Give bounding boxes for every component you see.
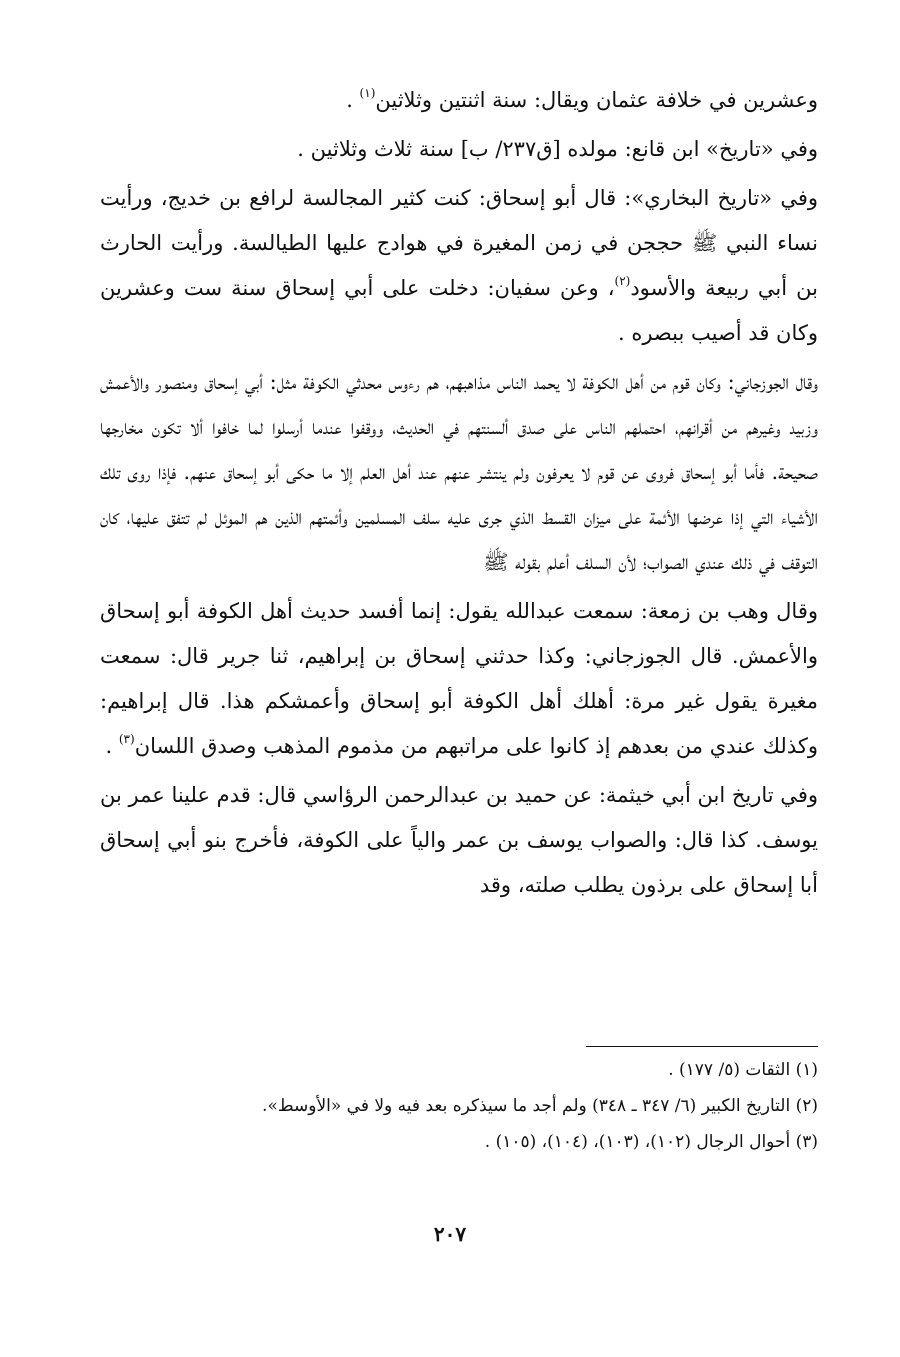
paragraph-2: وفي «تاريخ» ابن قانع: مولده [ق٢٣٧/ ب] سنة ثلاث وثلاثين . [297, 137, 818, 161]
paragraph-5-end: . [105, 734, 119, 758]
paragraph-3-text: وفي «تاريخ البخاري»: قال أبو إسحاق: كنت كثير المجالسة لرافع بن خديج، ورأيت نساء النبي ﷺ حججن في زمن المغيرة في هوادج عليها الطيالسة. ورأيت الحارث بن أبي ربيعة والأسود [100, 186, 819, 300]
main-text [100, 78, 818, 912]
paragraph-1 [100, 78, 818, 123]
paragraph-5 [100, 589, 818, 769]
paragraph-5-text: وقال وهب بن زمعة: سمعت عبدالله يقول: إنما أفسد حديث أهل الكوفة أبو إسحاق والأعمش. قال الجوزجاني: وكذا حدثني إسحاق بن إبراهيم، ثنا جرير قال: سمعت مغيرة يقول غير مرة: أهلك أهل الكوفة أبو إسحاق وأعمشكم هذا. قال إبراهيم: وكذلك عندي من بعدهم إذ كانوا على مراتبهم من مذموم المذهب وصدق اللسان [100, 599, 818, 758]
paragraph-4: وقال الجوزجاني: وكان قوم من أهل الكوفة لا يحمد الناس مذاهبهم، هم رءوس محدثي الكوفة مثل: أبي إسحاق ومنصور والأعمش وزبيد وغيرهم من أقرانهم، احتملهم الناس على صدق ألسنتهم في الحديث، ووقفوا عندما أرسلوا لما خافوا ألا تكون مخارجها صحيحة. فأما أبو إسحاق فروى عن قوم لا يعرفون ولم ينتشر عنهم عند أهل العلم إلا ما حكى أبو إسحاق عنهم. فإذا روى تلك الأشياء التي إذا عرضها الأئمة على ميزان القسط الذي جرى عليه سلف المسلمين وأئمتهم الذين هم الموئل لم تتفق عليها، كان التوقف في ذلك عندي الصواب؛ لأن السلف أعلم بقوله ﷺ [100, 370, 818, 574]
footnote-1: (١) الثقات (٥/ ١٧٧) . [668, 1060, 818, 1080]
footnote-divider [586, 1046, 818, 1047]
paragraph-3-tail: ، وعن سفيان: دخلت على أبي إسحاق سنة ست وعشرين وكان قد أصيب ببصره . [100, 276, 818, 345]
footnote-3: (٣) أحوال الرجال (١٠٢)، (١٠٣)، (١٠٤)، (١٠٥) . [484, 1132, 818, 1152]
footnote-ref-2: (٢) [614, 274, 631, 288]
paragraph-1-end: . [346, 88, 360, 112]
paragraph-6: وفي تاريخ ابن أبي خيثمة: عن حميد بن عبدالرحمن الرؤاسي قال: قدم علينا عمر بن يوسف. كذا قال: والصواب يوسف بن عمر والياً على الكوفة، فأخرج بنو أبي إسحاق أبا إسحاق على برذون يطلب صلته، وقد [100, 783, 818, 897]
footnote-2: (٢) التاريخ الكبير (٦/ ٣٤٧ ـ ٣٤٨) ولم أجد ما سيذكره بعد فيه ولا في «الأوسط». [262, 1096, 818, 1116]
paragraph-3 [100, 176, 818, 356]
footnote-ref-1: (١) [359, 86, 376, 100]
footnote-ref-3: (٣) [118, 732, 135, 746]
footnotes [60, 1053, 818, 1161]
page-number: ٢٠٧ [433, 1222, 467, 1246]
paragraph-1-text: وعشرين في خلافة عثمان ويقال: سنة اثنتين وثلاثين [375, 88, 818, 112]
